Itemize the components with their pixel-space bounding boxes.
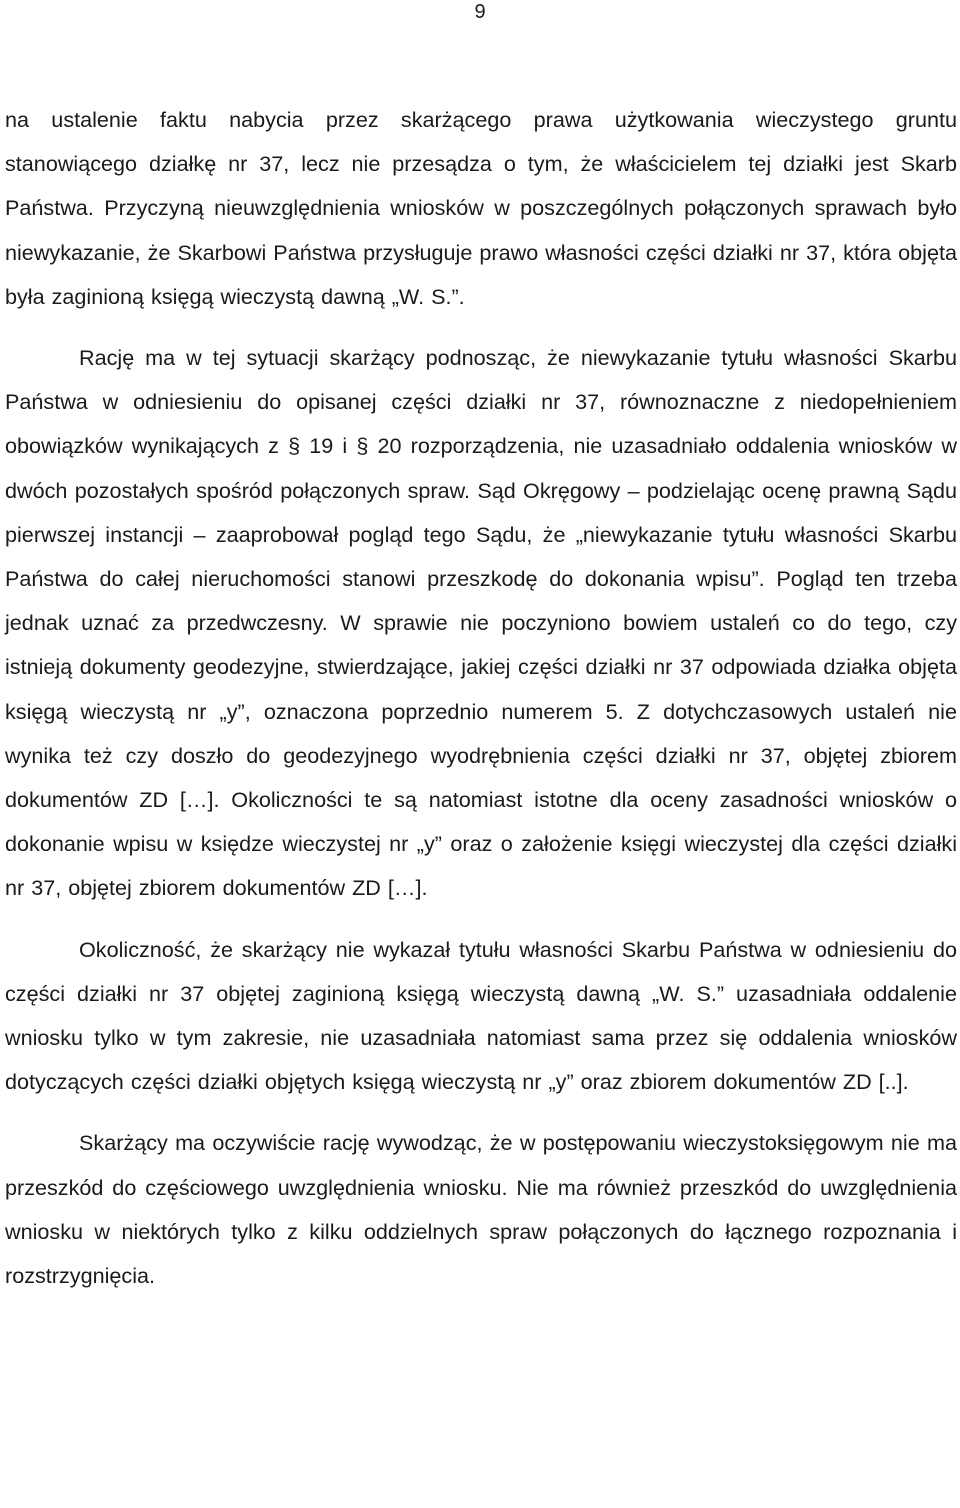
paragraph-okolicznosc: Okoliczność, że skarżący nie wykazał tytułu własności Skarbu Państwa w odniesieniu do części działki nr 37 objętej zaginioną księgą wieczystą dawną „W. S.” uzasadniała oddalenie wniosku tylko w tym zakresie, nie uzasadniała natomiast sama przez się oddalenia wniosków dotyczących części działki objętych księgą wieczystą nr „y” oraz zbiorem dokumentów ZD [..]. (5, 936, 957, 1095)
paragraph-skarzacy-racja: Rację ma w tej sytuacji skarżący podnosząc, że niewykazanie tytułu własności Skarbu Państwa w odniesieniu do opisanej części działki nr 37, równoznaczne z niedopełnieniem obowiązków wynikających z § 19 i § 20 rozporządzenia, nie uzasadniało oddalenia wniosków w dwóch pozostałych spośród połączonych spraw. Sąd Okręgowy – podzielając ocenę prawną Sądu pierwszej instancji – zaaprobował pogląd tego Sądu, że „niewykazanie tytułu własności Skarbu Państwa do całej nieruchomości stanowi przeszkodę do dokonania wpisu”. Pogląd ten trzeba jednak uznać za przedwczesny. W sprawie nie poczyniono bowiem ustaleń co do tego, czy istnieją dokumenty geodezyjne, stwierdzające, jakiej części działki nr 37 odpowiada działka objęta księgą wieczystą nr „y”, oznaczona poprzednio numerem 5. Z dotychczasowych ustaleń nie wynika też czy doszło do geodezyjnego wyodrębnienia części działki nr 37, objętej zbiorem dokumentów ZD […]. Okoliczności te są natomiast istotne dla oceny zasadności wniosków o dokonanie wpisu w księdze wieczystej nr „y” oraz o założenie księgi wieczystej dla części działki nr 37, objętej zbiorem dokumentów ZD […]. (5, 345, 957, 901)
paragraph-czesciowe-uwzglednienie: Skarżący ma oczywiście rację wywodząc, że w postępowaniu wieczystoksięgowym nie ma przeszkód do częściowego uwzględnienia wniosku. Nie ma również przeszkód do uwzględnienia wniosku w niektórych tylko z kilku oddzielnych spraw połączonych do łącznego rozpoznania i rozstrzygnięcia. (5, 1130, 957, 1289)
document-body (5, 98, 957, 1298)
paragraph-continuation: na ustalenie faktu nabycia przez skarżącego prawa użytkowania wieczystego gruntu stanowiącego działkę nr 37, lecz nie przesądza o tym, że właścicielem tej działki jest Skarb Państwa. Przyczyną nieuwzględnienia wniosków w poszczególnych połączonych sprawach było niewykazanie, że Skarbowi Państwa przysługuje prawo własności części działki nr 37, która objęta była zaginioną księgą wieczystą dawną „W. S.”. (5, 107, 957, 309)
page-number: 9 (474, 1, 486, 23)
